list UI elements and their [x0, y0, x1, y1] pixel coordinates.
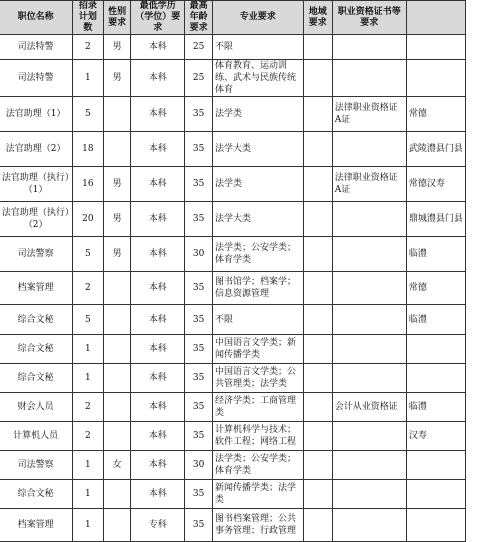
certificate-cell: [332, 132, 406, 167]
education-cell: 本科: [131, 393, 185, 422]
certificate-cell: [332, 60, 406, 97]
age-cell: 35: [185, 132, 213, 167]
extra-cell: 临澧: [406, 305, 465, 335]
major-cell: 中国语言文学类；新闻传播学类: [212, 335, 303, 364]
region-cell: [303, 451, 332, 480]
age-cell: 35: [185, 202, 213, 237]
plan-count-cell: 2: [72, 422, 103, 451]
major-cell: 中国语言文学类；公共管理类；法学类: [212, 364, 303, 393]
gender-cell: [103, 272, 130, 305]
education-cell: 本科: [131, 480, 185, 509]
certificate-cell: 会计从业资格证: [332, 393, 406, 422]
education-cell: 本科: [131, 97, 185, 132]
certificate-cell: [332, 364, 406, 393]
plan-count-cell: 5: [72, 237, 103, 272]
major-cell: 体育教育、运动训练、武术与民族传统体育: [212, 60, 303, 97]
table-row: [0, 132, 466, 167]
region-cell: [303, 272, 332, 305]
extra-cell: [406, 509, 465, 542]
age-cell: 35: [185, 422, 213, 451]
age-cell: 35: [185, 480, 213, 509]
header-age: 最高年龄要求: [185, 1, 213, 35]
gender-cell: [103, 480, 130, 509]
table-row: [0, 393, 466, 422]
plan-count-cell: 1: [72, 480, 103, 509]
header-cut-right: [406, 1, 465, 35]
education-cell: 本科: [131, 364, 185, 393]
position-name-cell: 综合文秘: [0, 480, 72, 509]
education-cell: 本科: [131, 167, 185, 202]
region-cell: [303, 480, 332, 509]
position-name-cell: 综合文秘: [0, 335, 72, 364]
certificate-cell: [332, 272, 406, 305]
education-cell: 本科: [131, 202, 185, 237]
extra-cell: 临澧: [406, 393, 465, 422]
plan-count-cell: 18: [72, 132, 103, 167]
position-name-cell: 档案管理: [0, 509, 72, 542]
education-cell: 本科: [131, 422, 185, 451]
gender-cell: 男: [103, 35, 130, 60]
position-name-cell: 计算机人员: [0, 422, 72, 451]
table-row: [0, 97, 466, 132]
certificate-cell: 法律职业资格证A证: [332, 97, 406, 132]
certificate-cell: [332, 237, 406, 272]
gender-cell: 男: [103, 202, 130, 237]
region-cell: [303, 393, 332, 422]
position-name-cell: 司法特警: [0, 60, 72, 97]
position-name-cell: 法官助理（2）: [0, 132, 72, 167]
plan-count-cell: 2: [72, 35, 103, 60]
position-name-cell: 档案管理: [0, 272, 72, 305]
certificate-cell: [332, 509, 406, 542]
table-header-row: [0, 1, 466, 35]
age-cell: 30: [185, 451, 213, 480]
region-cell: [303, 60, 332, 97]
region-cell: [303, 305, 332, 335]
region-cell: [303, 202, 332, 237]
gender-cell: 女: [103, 451, 130, 480]
age-cell: 35: [185, 167, 213, 202]
education-cell: 专科: [131, 509, 185, 542]
table-row: [0, 509, 466, 542]
education-cell: 本科: [131, 451, 185, 480]
major-cell: 法学类: [212, 167, 303, 202]
major-cell: 法学大类: [212, 132, 303, 167]
major-cell: 法学类: [212, 97, 303, 132]
plan-count-cell: 1: [72, 509, 103, 542]
education-cell: 本科: [131, 35, 185, 60]
age-cell: 35: [185, 305, 213, 335]
extra-cell: 临澧: [406, 237, 465, 272]
header-gender: 性别要求: [103, 1, 130, 35]
certificate-cell: [332, 335, 406, 364]
gender-cell: [103, 509, 130, 542]
extra-cell: [406, 480, 465, 509]
major-cell: 法学类；公安学类；体育学类: [212, 451, 303, 480]
gender-cell: [103, 393, 130, 422]
gender-cell: [103, 364, 130, 393]
table-row: [0, 422, 466, 451]
certificate-cell: [332, 451, 406, 480]
gender-cell: [103, 97, 130, 132]
major-cell: 经济学类；工商管理类: [212, 393, 303, 422]
plan-count-cell: 20: [72, 202, 103, 237]
region-cell: [303, 97, 332, 132]
age-cell: 25: [185, 35, 213, 60]
gender-cell: [103, 335, 130, 364]
plan-count-cell: 1: [72, 60, 103, 97]
extra-cell: [406, 35, 465, 60]
table-row: [0, 202, 466, 237]
education-cell: 本科: [131, 272, 185, 305]
header-education: 最低学历（学位）要求: [131, 1, 185, 35]
header-region: 地域要求: [303, 1, 332, 35]
age-cell: 35: [185, 272, 213, 305]
extra-cell: 常德: [406, 97, 465, 132]
position-name-cell: 司法警察: [0, 237, 72, 272]
major-cell: 法学大类: [212, 202, 303, 237]
certificate-cell: [332, 480, 406, 509]
gender-cell: 男: [103, 60, 130, 97]
major-cell: 不限: [212, 305, 303, 335]
gender-cell: [103, 305, 130, 335]
position-name-cell: 综合文秘: [0, 305, 72, 335]
major-cell: 图书馆学；档案学；信息资源管理: [212, 272, 303, 305]
certificate-cell: [332, 305, 406, 335]
age-cell: 35: [185, 393, 213, 422]
extra-cell: 常德汉寿: [406, 167, 465, 202]
extra-cell: 武陵澧县门县: [406, 132, 465, 167]
education-cell: 本科: [131, 132, 185, 167]
position-name-cell: 司法特警: [0, 35, 72, 60]
extra-cell: 汉寿: [406, 422, 465, 451]
major-cell: 计算机科学与技术；软件工程；网络工程: [212, 422, 303, 451]
table-row: [0, 305, 466, 335]
header-major: 专业要求: [212, 1, 303, 35]
extra-cell: [406, 451, 465, 480]
position-name-cell: 综合文秘: [0, 364, 72, 393]
region-cell: [303, 35, 332, 60]
position-name-cell: 法官助理（执行）（1）: [0, 167, 72, 202]
position-name-cell: 法官助理（1）: [0, 97, 72, 132]
certificate-cell: [332, 202, 406, 237]
region-cell: [303, 509, 332, 542]
plan-count-cell: 5: [72, 305, 103, 335]
plan-count-cell: 16: [72, 167, 103, 202]
region-cell: [303, 335, 332, 364]
certificate-cell: 法律职业资格证A证: [332, 167, 406, 202]
major-cell: 图书档案管理；公共事务管理；行政管理: [212, 509, 303, 542]
table-row: [0, 167, 466, 202]
age-cell: 35: [185, 509, 213, 542]
age-cell: 30: [185, 237, 213, 272]
gender-cell: [103, 132, 130, 167]
certificate-cell: [332, 422, 406, 451]
table-row: [0, 480, 466, 509]
table-row: [0, 237, 466, 272]
table-row: [0, 451, 466, 480]
plan-count-cell: 1: [72, 364, 103, 393]
gender-cell: 男: [103, 167, 130, 202]
region-cell: [303, 422, 332, 451]
header-position-name: 职位名称: [0, 1, 72, 35]
plan-count-cell: 5: [72, 97, 103, 132]
extra-cell: 常德: [406, 272, 465, 305]
extra-cell: [406, 60, 465, 97]
plan-count-cell: 1: [72, 451, 103, 480]
age-cell: 35: [185, 364, 213, 393]
region-cell: [303, 237, 332, 272]
certificate-cell: [332, 35, 406, 60]
major-cell: 新闻传播学类；法学类: [212, 480, 303, 509]
education-cell: 本科: [131, 237, 185, 272]
education-cell: 本科: [131, 305, 185, 335]
age-cell: 35: [185, 335, 213, 364]
position-name-cell: 财会人员: [0, 393, 72, 422]
position-name-cell: 司法警察: [0, 451, 72, 480]
header-certificate: 职业资格证书等要求: [332, 1, 406, 35]
gender-cell: 男: [103, 237, 130, 272]
extra-cell: 鼎城澧县门县: [406, 202, 465, 237]
education-cell: 本科: [131, 60, 185, 97]
plan-count-cell: 2: [72, 393, 103, 422]
extra-cell: [406, 364, 465, 393]
age-cell: 25: [185, 60, 213, 97]
table-row: [0, 335, 466, 364]
table-row: [0, 35, 466, 60]
plan-count-cell: 2: [72, 272, 103, 305]
region-cell: [303, 364, 332, 393]
major-cell: 不限: [212, 35, 303, 60]
age-cell: 35: [185, 97, 213, 132]
position-name-cell: 法官助理（执行）（2）: [0, 202, 72, 237]
major-cell: 法学类；公安学类；体育学类: [212, 237, 303, 272]
gender-cell: [103, 422, 130, 451]
table-row: [0, 272, 466, 305]
region-cell: [303, 132, 332, 167]
plan-count-cell: 1: [72, 335, 103, 364]
header-plan-count: 招录计划数: [72, 1, 103, 35]
table-row: [0, 60, 466, 97]
education-cell: 本科: [131, 335, 185, 364]
table-row: [0, 364, 466, 393]
extra-cell: [406, 335, 465, 364]
region-cell: [303, 167, 332, 202]
